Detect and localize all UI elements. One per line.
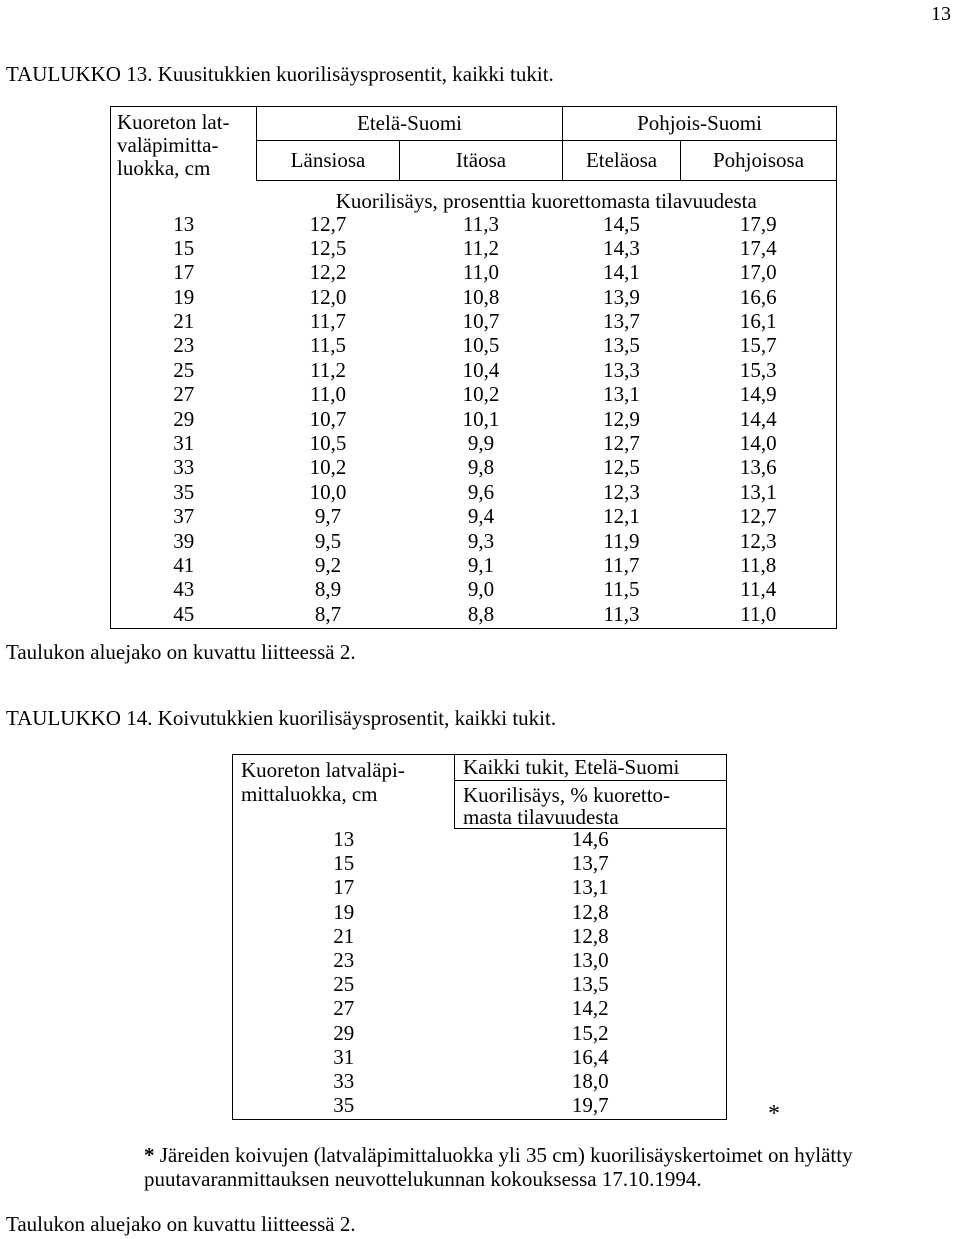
size-class-cell: 33 xyxy=(111,457,257,481)
value-cell: 11,9 xyxy=(603,528,640,553)
value-cell: 15,7 xyxy=(681,335,837,359)
region-header-south: Etelä-Suomi xyxy=(257,107,563,141)
size-class-cell: 39 xyxy=(111,531,257,555)
row-header-line: Kuoreton lat- xyxy=(117,110,230,134)
value-cell: 9,0 xyxy=(467,577,495,602)
table-row xyxy=(233,829,727,854)
table-row xyxy=(111,457,837,481)
subregion-header: Itäosa xyxy=(400,141,563,180)
value-cell: 10,7 xyxy=(462,309,500,334)
value-cell: 8,7 xyxy=(257,604,400,629)
value-cell: 12,1 xyxy=(603,504,640,529)
value-cell: 11,7 xyxy=(603,552,640,577)
value-cell: 16,4 xyxy=(455,1047,727,1071)
value-cell: 12,5 xyxy=(309,235,347,260)
value-cell: 13,5 xyxy=(455,974,727,998)
value-cell: 13,9 xyxy=(603,284,640,309)
value-cell: 11,5 xyxy=(310,333,346,358)
table-row xyxy=(111,579,837,603)
size-class-cell: 41 xyxy=(111,555,257,579)
size-class-cell: 17 xyxy=(111,262,257,286)
value-cell: 13,3 xyxy=(603,357,640,382)
table-row xyxy=(233,1071,727,1095)
footnote-text: Järeiden koivujen (latvaläpimittaluokka yli 35 cm) kuorilisäyskertoimet on hylätty puutavaranmittauksen neuvottelukunnan kokouksessa 17.10.1994. xyxy=(144,1143,853,1191)
size-class-cell: 31 xyxy=(233,1047,455,1071)
value-cell: 9,4 xyxy=(467,504,495,529)
size-class-cell: 23 xyxy=(111,335,257,359)
table13 xyxy=(110,106,837,629)
value-cell: 12,9 xyxy=(603,406,640,431)
value-cell: 13,1 xyxy=(603,382,640,407)
value-cell: 12,7 xyxy=(603,431,640,456)
table-row xyxy=(111,506,837,530)
unit-label xyxy=(455,781,727,829)
value-cell: 12,2 xyxy=(309,260,347,285)
value-cell: 13,5 xyxy=(603,333,640,358)
value-cell: 16,1 xyxy=(681,311,837,335)
size-class-cell: 21 xyxy=(111,311,257,335)
size-class-cell: 25 xyxy=(233,974,455,998)
value-cell: 8,9 xyxy=(314,577,342,602)
value-cell: 14,3 xyxy=(603,235,640,260)
table-row xyxy=(111,287,837,311)
region-header-north: Pohjois-Suomi xyxy=(563,107,837,141)
value-cell: 14,6 xyxy=(455,829,727,854)
value-cell: 11,0 xyxy=(310,382,346,407)
asterisk-mark: * xyxy=(768,1101,780,1127)
value-cell: 11,2 xyxy=(463,235,499,260)
row-header-line: luokka, cm xyxy=(117,156,211,180)
col-header: Kaikki tukit, Etelä-Suomi xyxy=(455,755,727,781)
value-cell: 17,9 xyxy=(681,214,837,238)
size-class-cell: 13 xyxy=(111,214,257,238)
table-row xyxy=(233,974,727,998)
value-cell: 13,1 xyxy=(681,482,837,506)
value-cell: 13,1 xyxy=(455,877,727,901)
row-header-line: valäpimitta- xyxy=(117,133,219,157)
value-cell: 10,0 xyxy=(309,479,347,504)
size-class-cell: 27 xyxy=(233,998,455,1022)
row-header-line: mittaluokka, cm xyxy=(241,782,378,806)
value-cell: 10,2 xyxy=(462,382,500,407)
value-cell: 10,5 xyxy=(462,333,500,358)
unit-label-line: Kuorilisäys, % kuoretto- xyxy=(463,783,671,807)
table-row xyxy=(233,853,727,877)
row-header-cell xyxy=(111,107,257,181)
table-row xyxy=(111,409,837,433)
value-cell: 11,0 xyxy=(463,260,499,285)
table-row xyxy=(111,555,837,579)
value-cell: 9,8 xyxy=(467,455,495,480)
value-cell: 13,7 xyxy=(603,309,640,334)
value-cell: 14,1 xyxy=(603,260,640,285)
value-cell: 15,3 xyxy=(681,360,837,384)
value-cell: 19,7 xyxy=(455,1095,727,1120)
value-cell: 12,8 xyxy=(455,926,727,950)
value-cell: 11,0 xyxy=(681,604,837,629)
value-cell: 11,8 xyxy=(681,555,837,579)
value-cell: 16,6 xyxy=(681,287,837,311)
table-row xyxy=(111,433,837,457)
table13-title: TAULUKKO 13. Kuusitukkien kuorilisäysprosentit, kaikki tukit. xyxy=(6,62,554,86)
size-class-cell: 25 xyxy=(111,360,257,384)
size-class-cell: 13 xyxy=(233,829,455,854)
table14-note: Taulukon aluejako on kuvattu liitteessä 2. xyxy=(6,1212,356,1236)
table14-title: TAULUKKO 14. Koivutukkien kuorilisäysprosentit, kaikki tukit. xyxy=(6,706,557,730)
unit-label-line: masta tilavuudesta xyxy=(463,805,619,829)
size-class-cell: 15 xyxy=(233,853,455,877)
table-row xyxy=(111,238,837,262)
value-cell: 12,0 xyxy=(309,284,347,309)
subregion-header: Pohjoisosa xyxy=(681,141,837,180)
value-cell: 9,9 xyxy=(467,431,495,456)
footnote-mark: * xyxy=(144,1143,155,1167)
value-cell: 9,7 xyxy=(314,504,342,529)
table-row xyxy=(233,950,727,974)
table-row xyxy=(233,1095,727,1120)
value-cell: 11,3 xyxy=(563,604,681,629)
table14 xyxy=(232,754,727,1120)
value-cell: 14,9 xyxy=(681,384,837,408)
row-header-cell xyxy=(233,755,455,829)
value-cell: 14,2 xyxy=(455,998,727,1022)
table-row xyxy=(111,384,837,408)
size-class-cell: 29 xyxy=(111,409,257,433)
size-class-cell: 37 xyxy=(111,506,257,530)
value-cell: 13,7 xyxy=(455,853,727,877)
unit-label: Kuorilisäys, prosenttia kuorettomasta tilavuudesta xyxy=(257,180,837,214)
value-cell: 12,3 xyxy=(603,479,640,504)
value-cell: 8,8 xyxy=(400,604,563,629)
subregion-header: Länsiosa xyxy=(257,141,400,180)
value-cell: 9,1 xyxy=(467,552,495,577)
table-row xyxy=(111,360,837,384)
row-header-line: Kuoreton latvaläpi- xyxy=(241,758,405,782)
value-cell: 10,8 xyxy=(462,284,500,309)
subregion-header: Eteläosa xyxy=(563,141,681,180)
value-cell: 17,0 xyxy=(681,262,837,286)
value-cell: 14,4 xyxy=(681,409,837,433)
empty-cell xyxy=(111,180,257,214)
footnote xyxy=(144,1143,934,1191)
table-row xyxy=(233,998,727,1022)
size-class-cell: 31 xyxy=(111,433,257,457)
table-row xyxy=(233,877,727,901)
value-cell: 14,0 xyxy=(681,433,837,457)
size-class-cell: 33 xyxy=(233,1071,455,1095)
table-row xyxy=(111,604,837,629)
size-class-cell: 15 xyxy=(111,238,257,262)
value-cell: 11,4 xyxy=(681,579,837,603)
value-cell: 12,8 xyxy=(455,902,727,926)
table-row xyxy=(111,482,837,506)
value-cell: 9,6 xyxy=(467,479,495,504)
value-cell: 9,2 xyxy=(314,552,342,577)
value-cell: 11,5 xyxy=(603,577,640,602)
size-class-cell: 21 xyxy=(233,926,455,950)
size-class-cell: 45 xyxy=(111,604,257,629)
value-cell: 15,2 xyxy=(455,1023,727,1047)
size-class-cell: 23 xyxy=(233,950,455,974)
value-cell: 12,5 xyxy=(603,455,640,480)
value-cell: 9,3 xyxy=(467,528,495,553)
table-row xyxy=(233,1047,727,1071)
table-row xyxy=(111,311,837,335)
size-class-cell: 29 xyxy=(233,1023,455,1047)
table-row xyxy=(233,1023,727,1047)
table13-note: Taulukon aluejako on kuvattu liitteessä 2. xyxy=(6,640,356,664)
size-class-cell: 19 xyxy=(111,287,257,311)
value-cell: 10,2 xyxy=(309,455,347,480)
value-cell: 13,6 xyxy=(681,457,837,481)
page-number: 13 xyxy=(931,3,951,25)
size-class-cell: 35 xyxy=(111,482,257,506)
value-cell: 12,7 xyxy=(681,506,837,530)
value-cell: 17,4 xyxy=(681,238,837,262)
size-class-cell: 43 xyxy=(111,579,257,603)
value-cell: 18,0 xyxy=(455,1071,727,1095)
value-cell: 10,7 xyxy=(309,406,347,431)
value-cell: 13,0 xyxy=(455,950,727,974)
value-cell: 10,4 xyxy=(462,357,500,382)
table-row xyxy=(233,926,727,950)
size-class-cell: 35 xyxy=(233,1095,455,1120)
value-cell: 10,1 xyxy=(462,406,500,431)
size-class-cell: 19 xyxy=(233,902,455,926)
value-cell: 9,5 xyxy=(314,528,342,553)
table-row xyxy=(111,262,837,286)
value-cell: 11,3 xyxy=(463,211,499,236)
value-cell: 12,7 xyxy=(309,211,347,236)
value-cell: 11,7 xyxy=(310,309,346,334)
table-row xyxy=(111,335,837,359)
value-cell: 10,5 xyxy=(309,431,347,456)
table-row xyxy=(111,531,837,555)
table-row xyxy=(111,214,837,238)
table-row xyxy=(233,902,727,926)
value-cell: 14,5 xyxy=(603,211,640,236)
size-class-cell: 17 xyxy=(233,877,455,901)
value-cell: 12,3 xyxy=(681,531,837,555)
size-class-cell: 27 xyxy=(111,384,257,408)
value-cell: 11,2 xyxy=(310,357,346,382)
